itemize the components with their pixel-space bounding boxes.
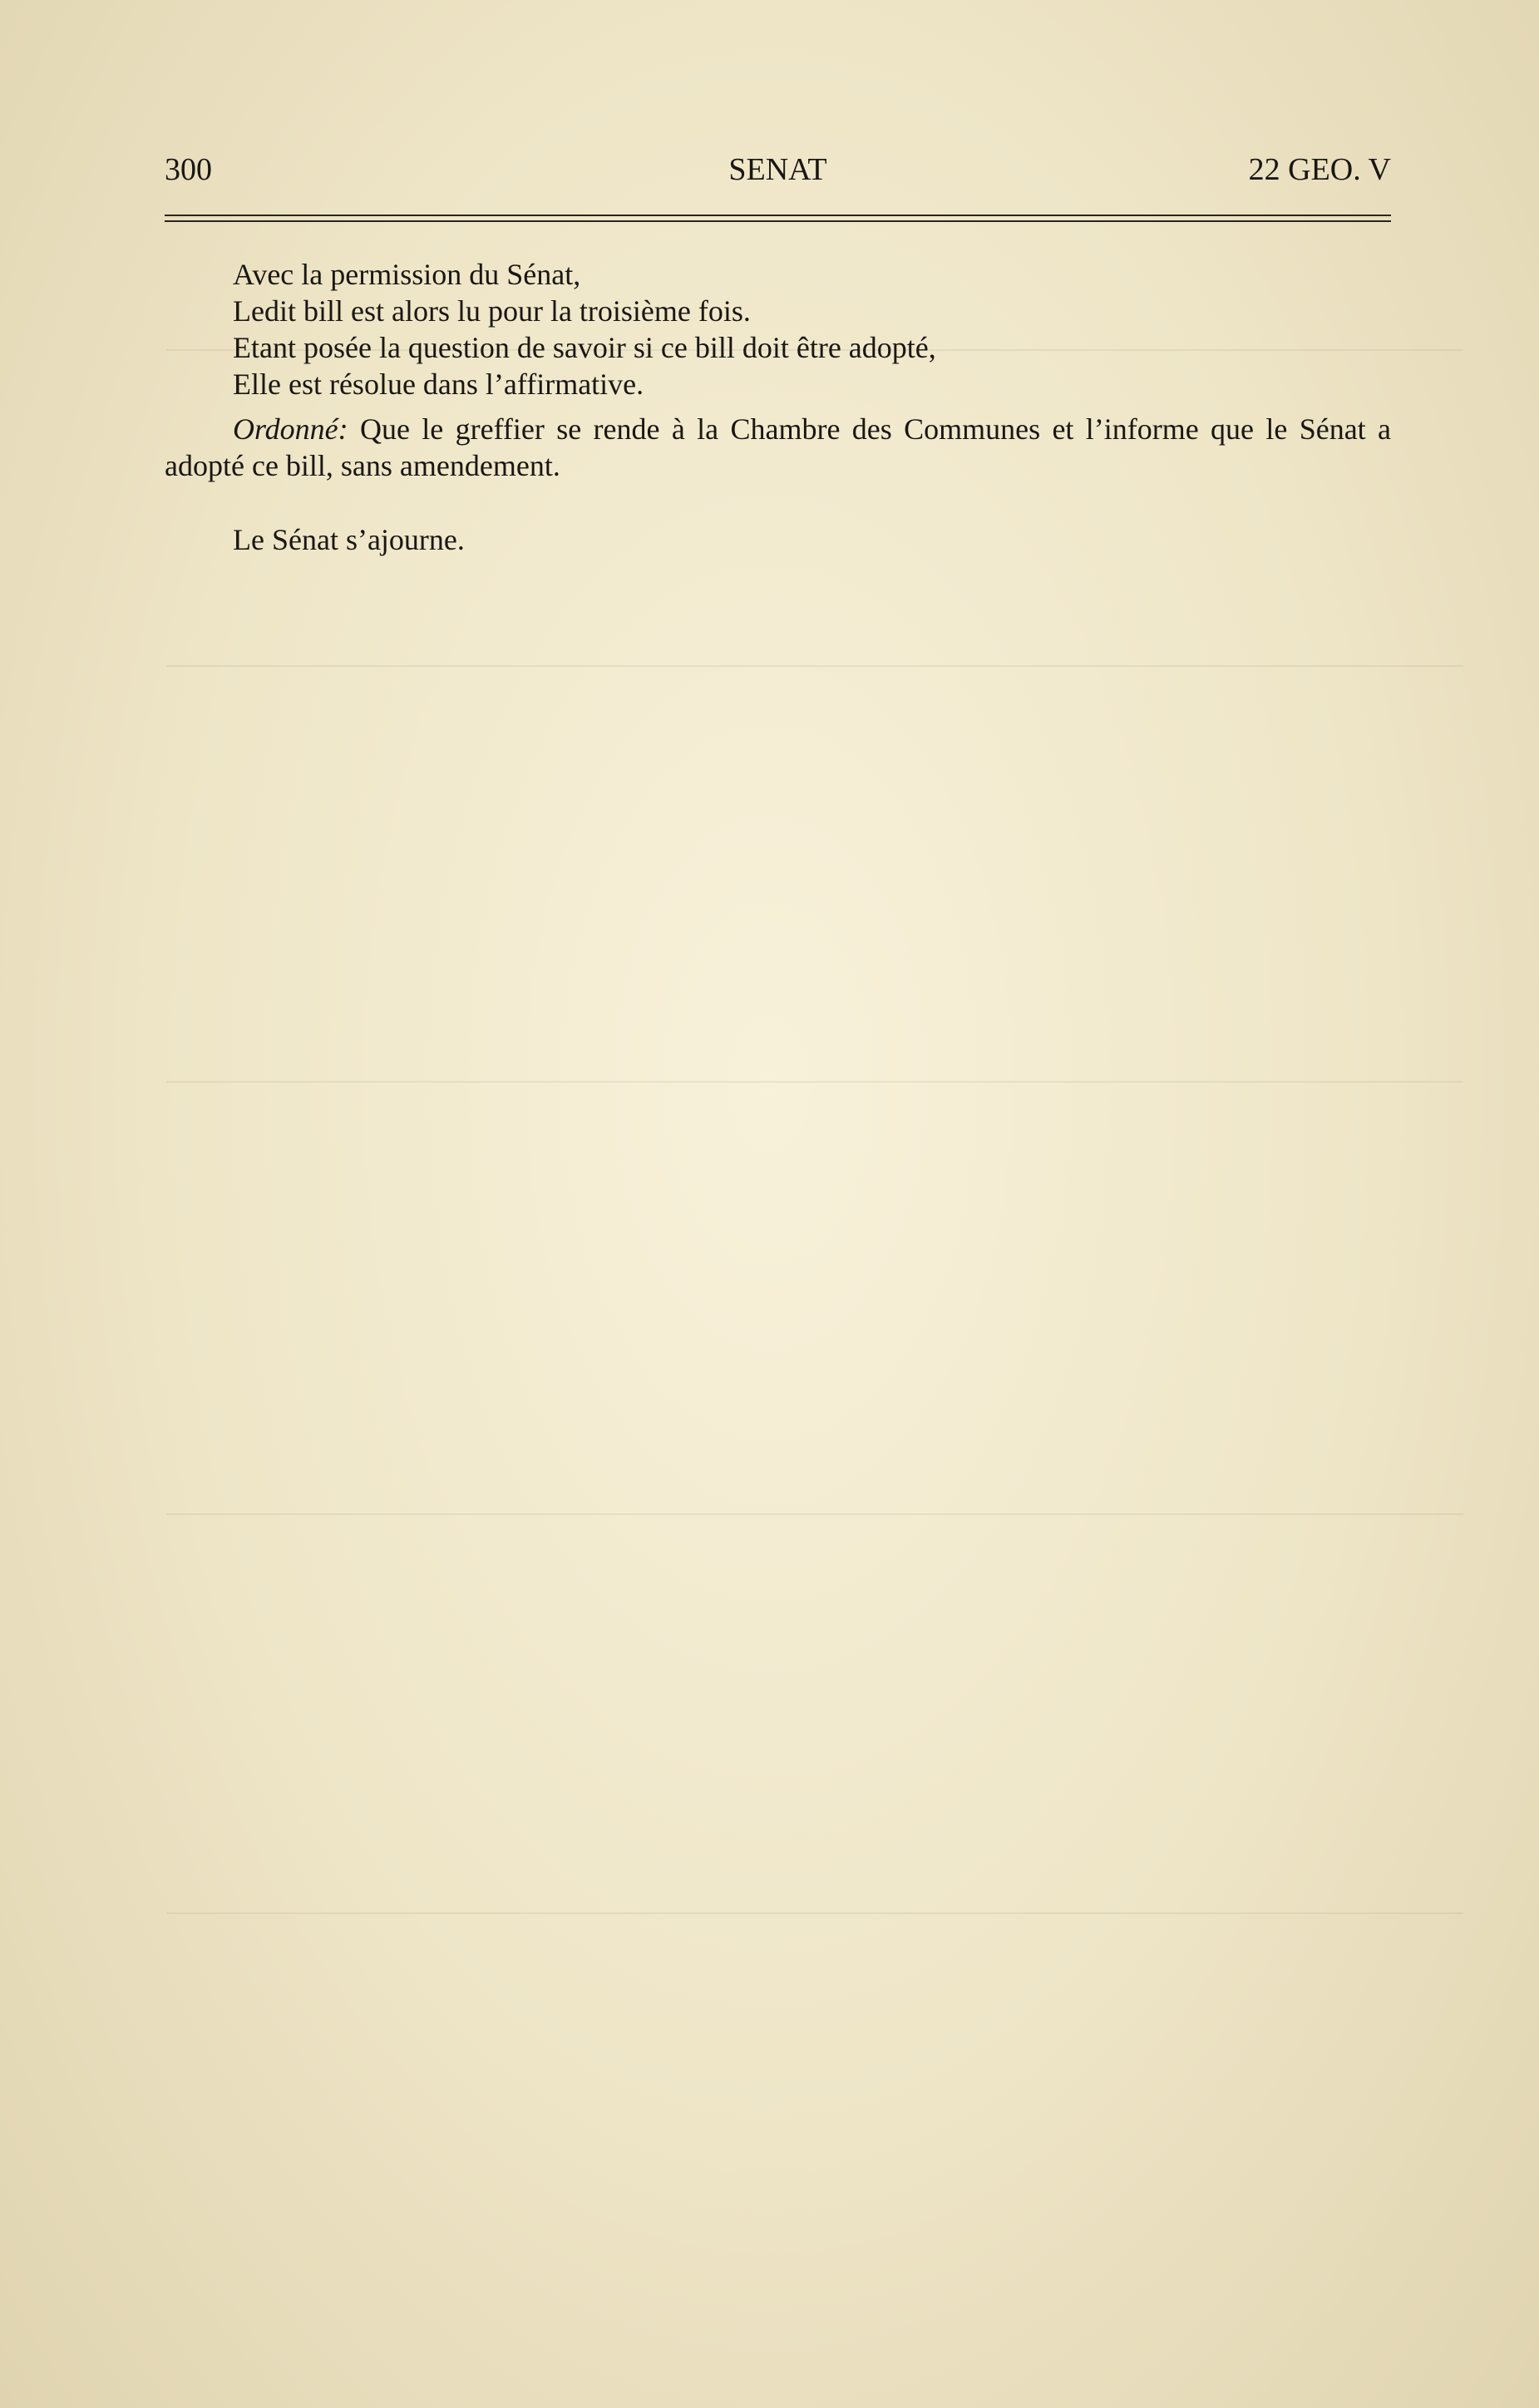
adjournment-line: Le Sénat s’ajourne. (233, 523, 465, 556)
volume-reference: 22 GEO. V (1248, 152, 1391, 187)
bleed-through-line (166, 665, 1463, 667)
order-text: Que le greffier se rende à la Chambre des Communes et l’informe que le Sénat a adopté ce bill, sans amendement. (165, 412, 1391, 482)
header-rule-bottom (165, 220, 1391, 222)
text-line: Avec la permission du Sénat, (233, 258, 581, 291)
running-header (165, 151, 1391, 201)
bleed-through-line (166, 1912, 1463, 1914)
order-label: Ordonné: (233, 412, 348, 446)
header-rule-top (165, 215, 1391, 216)
text-line: Ledit bill est alors lu pour la troisième fois. (233, 294, 751, 328)
page-number: 300 (165, 152, 212, 187)
bleed-through-line (166, 1513, 1463, 1515)
text-line: Etant posée la question de savoir si ce bill doit être adopté, (233, 331, 936, 364)
journal-text (165, 256, 1391, 558)
order-paragraph (165, 411, 1391, 484)
text-line: Elle est résolue dans l’affirmative. (233, 368, 644, 401)
bleed-through-line (166, 1081, 1463, 1083)
page-title: SENAT (728, 152, 827, 187)
